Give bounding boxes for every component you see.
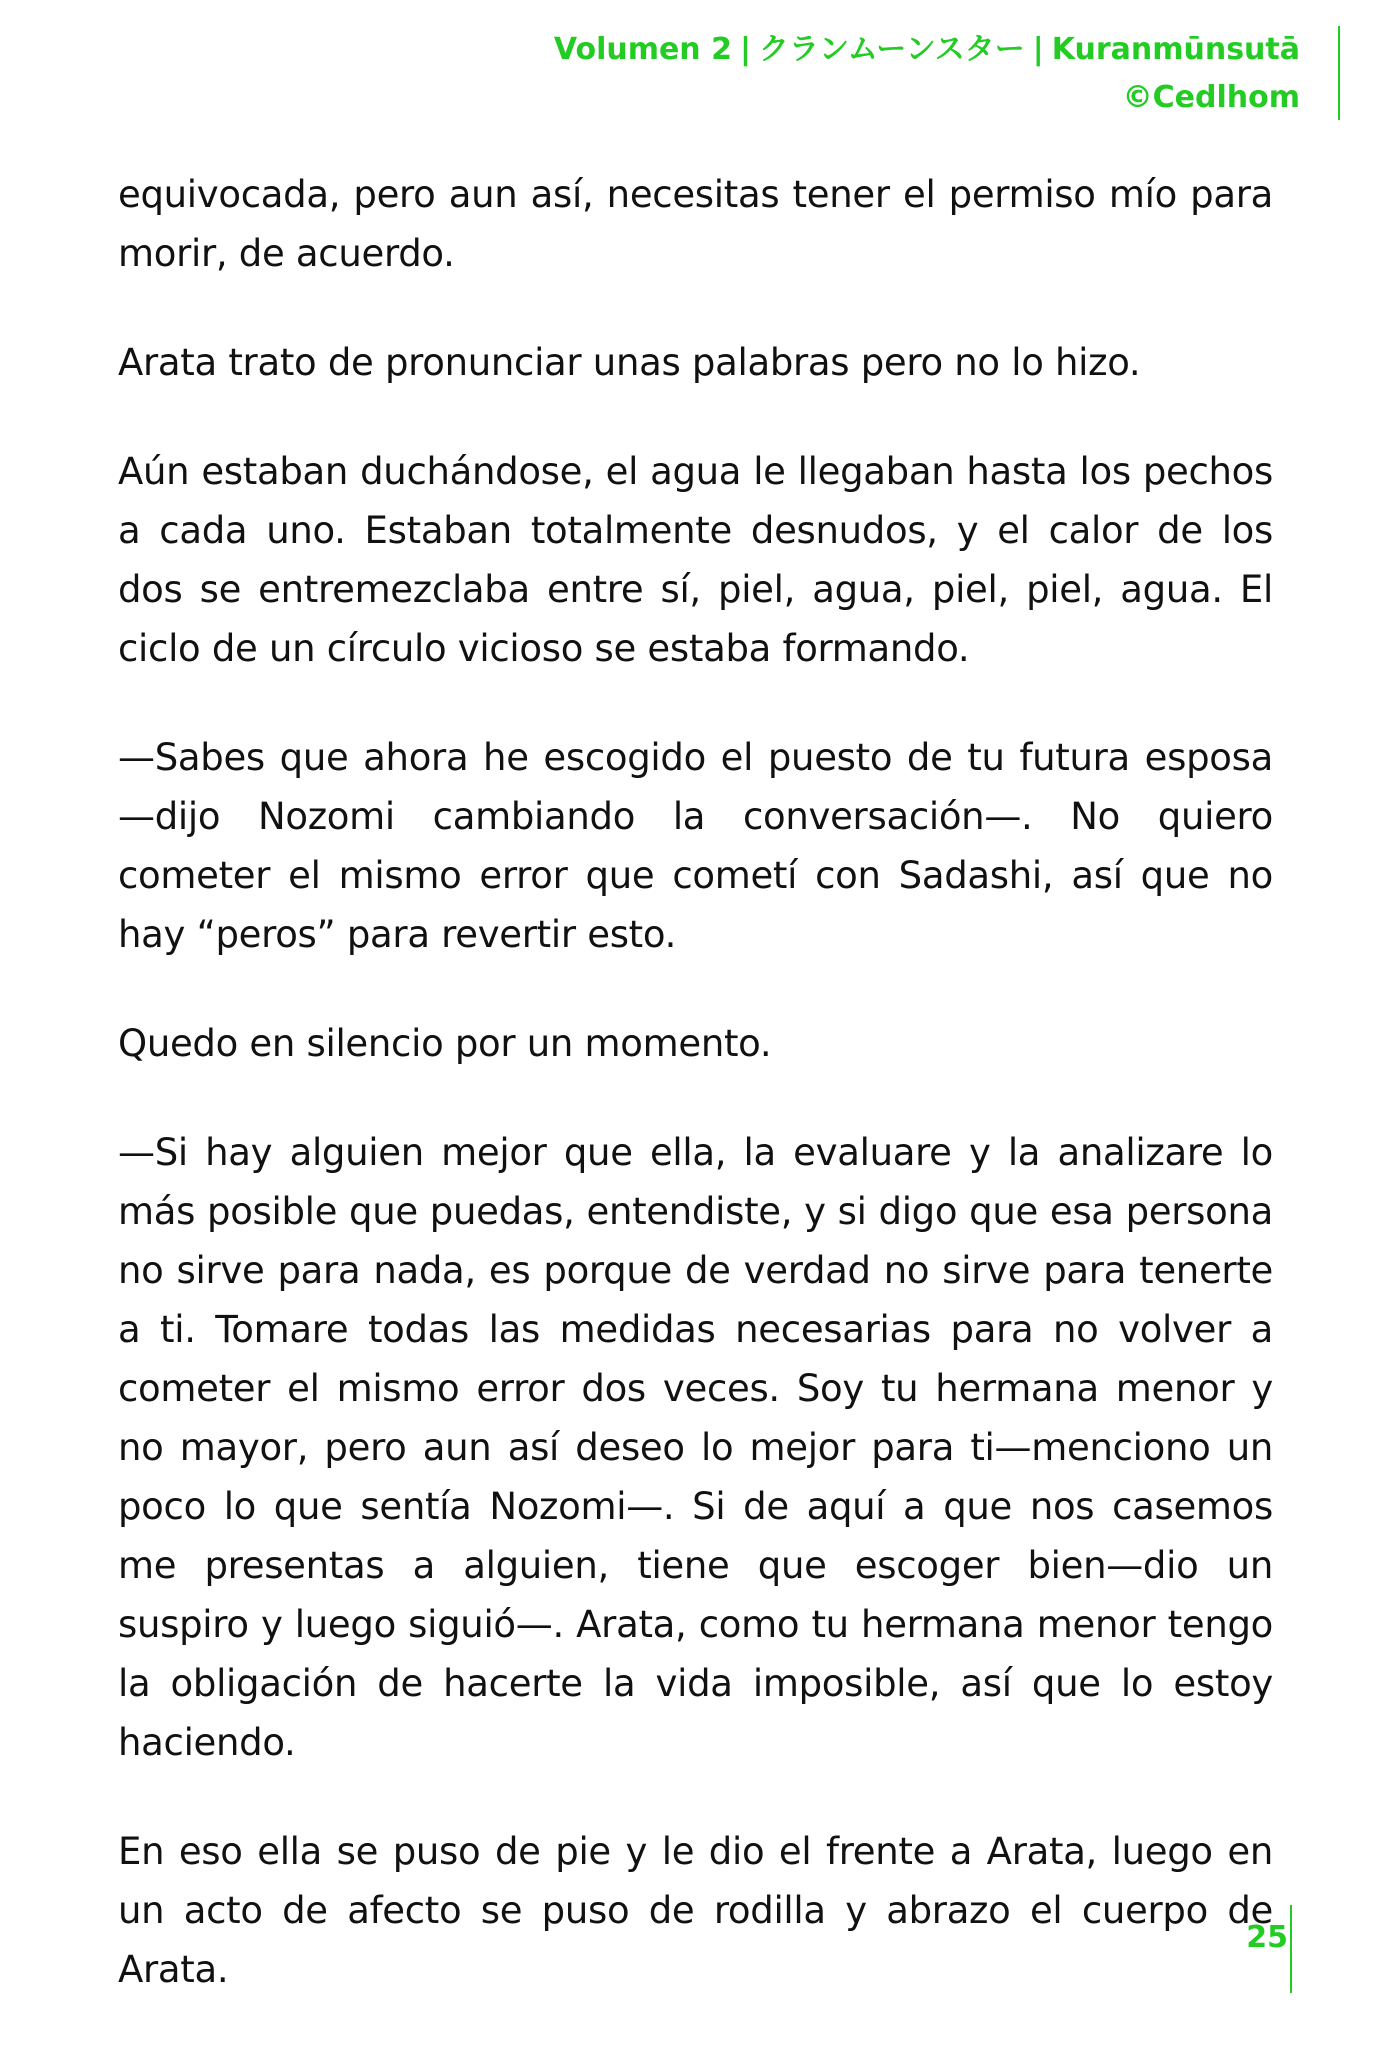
volume-label: Volumen 2 <box>553 32 732 67</box>
paragraph: En eso ella se puso de pie y le dio el frente a Arata, luego en un acto de afecto se puso de rodilla y abrazo el cuerpo de Arata. <box>118 1830 1273 1991</box>
header-separator-2: | <box>1032 32 1044 67</box>
page-number: 25 <box>1246 1920 1288 1955</box>
paragraph: Arata trato de pronunciar unas palabras pero no lo hizo. <box>118 341 1141 384</box>
page-body <box>118 165 1273 2049</box>
author-credit: ©Cedlhom <box>1122 80 1300 115</box>
paragraph: —Si hay alguien mejor que ella, la evaluare y la analizare lo más posible que puedas, entendiste, y si digo que esa persona no sirve para nada, es porque de verdad no sirve para tenerte a ti. Tomare todas las medidas necesarias para no volver a cometer el mismo error dos veces. Soy tu hermana menor y no mayor, pero aun así deseo lo mejor para ti—menciono un poco lo que sentía Nozomi—. Si de aquí a que nos casemos me presentas a alguien, tiene que escoger bien—dio un suspiro y luego siguió—. Arata, como tu hermana menor tengo la obligación de hacerte la vida imposible, así que lo estoy haciendo. <box>118 1131 1273 1764</box>
footer-vertical-rule <box>1290 1905 1292 1993</box>
title-romaji: Kuranmūnsutā <box>1051 32 1300 67</box>
running-header <box>554 26 1300 122</box>
header-separator-1: | <box>740 32 751 67</box>
paragraph: Quedo en silencio por un momento. <box>118 1022 772 1065</box>
header-line-1 <box>554 26 1300 74</box>
paragraph: —Sabes que ahora he escogido el puesto de tu futura esposa—dijo Nozomi cambiando la conversación—. No quiero cometer el mismo error que cometí con Sadashi, así que no hay “peros” para revertir esto. <box>118 736 1273 956</box>
title-japanese: クランムーンスター <box>758 32 1025 67</box>
paragraph: equivocada, pero aun así, necesitas tener el permiso mío para morir, de acuerdo. <box>118 173 1273 275</box>
paragraph: Aún estaban duchándose, el agua le llegaban hasta los pechos a cada uno. Estaban totalmente desnudos, y el calor de los dos se entremezclaba entre sí, piel, agua, piel, piel, agua. El ciclo de un círculo vicioso se estaba formando. <box>118 450 1273 670</box>
header-vertical-rule <box>1338 26 1340 120</box>
